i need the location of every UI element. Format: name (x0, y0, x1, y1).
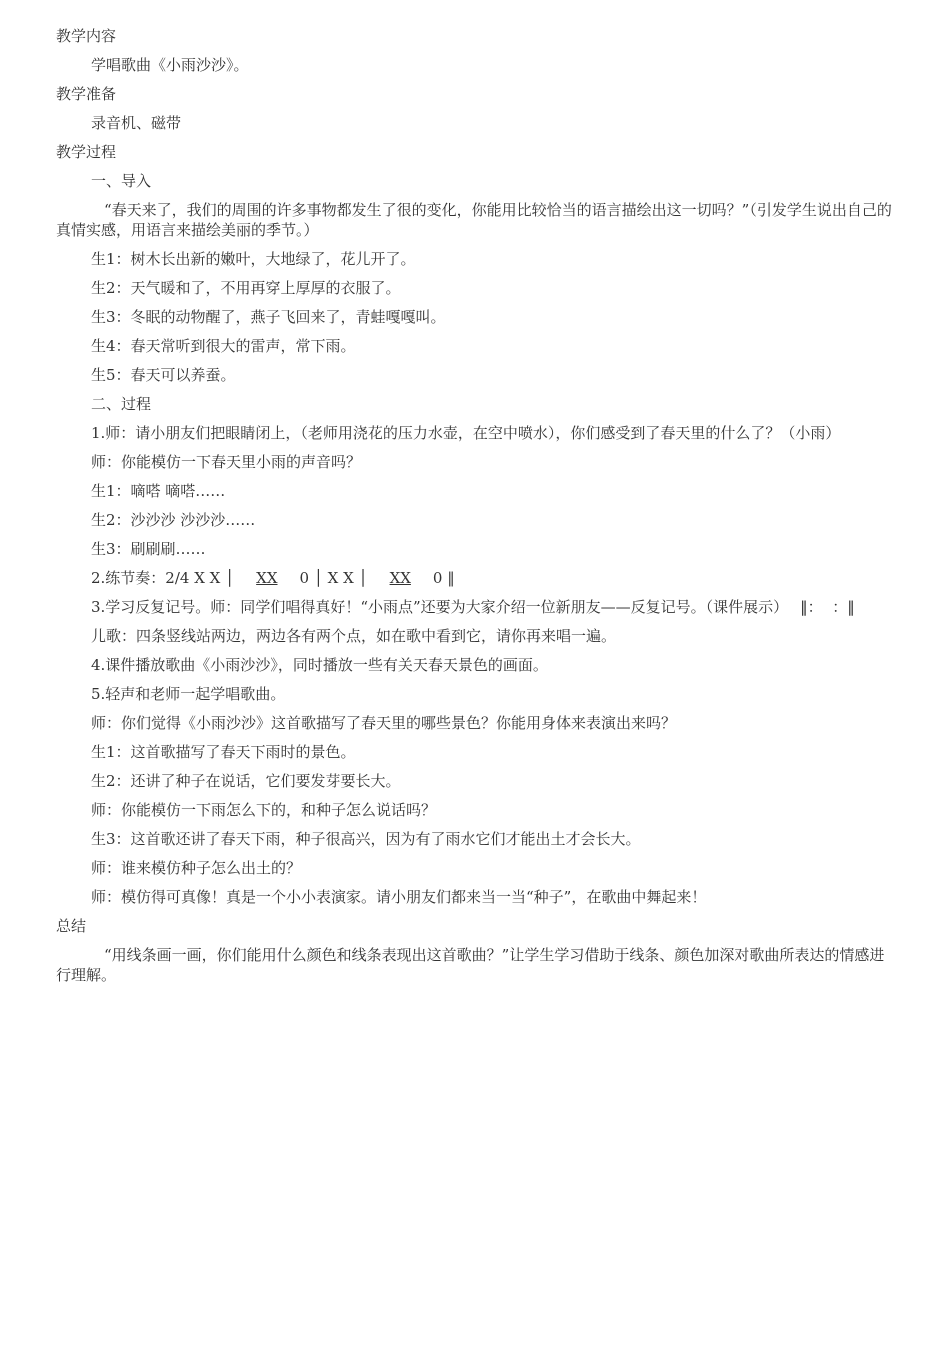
prep-body: 录音机、磁带 (91, 114, 182, 132)
teacher-question-2: 师：你们觉得《小雨沙沙》这首歌描写了春天里的哪些景色？你能用身体来表演出来吗？ (91, 714, 677, 732)
answer-3: 生3：这首歌还讲了春天下雨，种子很高兴，因为有了雨水它们才能出土才会长大。 (91, 830, 641, 848)
content-body: 学唱歌曲《小雨沙沙》。 (91, 56, 249, 74)
student-answer-3: 生3：冬眠的动物醒了，燕子飞回来了，青蛙嘎嘎叫。 (91, 308, 446, 326)
intro-heading: 一、导入 (91, 172, 152, 190)
rhythm-end: 0 ‖ (432, 569, 455, 587)
answer-2: 生2：还讲了种子在说话，它们要发芽要长大。 (91, 772, 401, 790)
sound-answer-1: 生1：嘀嗒 嘀嗒…… (91, 482, 226, 500)
student-answer-4: 生4：春天常听到很大的雷声，常下雨。 (91, 337, 356, 355)
prep-heading: 教学准备 (56, 85, 117, 103)
student-answer-5: 生5：春天可以养蚕。 (91, 366, 236, 384)
student-answer-2: 生2：天气暖和了，不用再穿上厚厚的衣服了。 (91, 279, 401, 297)
step-1: 1.师：请小朋友们把眼睛闭上，（老师用浇花的压力水壶，在空中喷水），你们感受到了春天里的什么了？（小雨） (91, 424, 841, 442)
intro-quote: “春天来了，我们的周围的许多事物都发生了很的变化，你能用比较恰当的语言描绘出这一切吗？”（引发学生说出自己的真情实感，用语言来描绘美丽的季节。） (56, 201, 892, 239)
repeat-sign: ‖： ：‖ (800, 598, 855, 616)
teacher-praise: 师：模仿得可真像！真是一个小小表演家。请小朋友们都来当一当“种子”，在歌曲中舞起来！ (91, 888, 707, 906)
teacher-question-1: 师：你能模仿一下春天里小雨的声音吗？ (91, 453, 362, 471)
step-3-text: 3.学习反复记号。师：同学们唱得真好！“小雨点”还要为大家介绍一位新朋友——反复记号。（课件展示） (91, 598, 789, 616)
rhythm-xx-1: XX (256, 569, 278, 587)
summary-heading: 总结 (56, 917, 87, 935)
lesson-plan-document (56, 26, 896, 994)
rhythm-exercise (56, 568, 896, 588)
rhythm-prefix: 2.练节奏：2/4 X X │ (91, 569, 235, 587)
student-answer-1: 生1：树木长出新的嫩叶，大地绿了，花儿开了。 (91, 250, 416, 268)
summary-body: “用线条画一画，你们能用什么颜色和线条表现出这首歌曲？”让学生学习借助于线条、颜色加深对歌曲所表达的情感进行理解。 (56, 946, 885, 984)
step-4: 4.课件播放歌曲《小雨沙沙》，同时播放一些有关天春天景色的画面。 (91, 656, 548, 674)
rhythm-xx-2: XX (389, 569, 411, 587)
process-heading: 教学过程 (56, 143, 117, 161)
process-subheading: 二、过程 (91, 395, 152, 413)
step-5: 5.轻声和老师一起学唱歌曲。 (91, 685, 286, 703)
step-3 (56, 597, 896, 617)
sound-answer-3: 生3：刷刷刷…… (91, 540, 206, 558)
teacher-question-3: 师：你能模仿一下雨怎么下的，和种子怎么说话吗？ (91, 801, 437, 819)
answer-1: 生1：这首歌描写了春天下雨时的景色。 (91, 743, 356, 761)
rhythm-mid: 0 │ X X │ (299, 569, 368, 587)
content-heading: 教学内容 (56, 27, 117, 45)
rhyme: 儿歌：四条竖线站两边，两边各有两个点，如在歌中看到它，请你再来唱一遍。 (91, 627, 617, 645)
sound-answer-2: 生2：沙沙沙 沙沙沙…… (91, 511, 256, 529)
teacher-question-4: 师：谁来模仿种子怎么出土的？ (91, 859, 302, 877)
